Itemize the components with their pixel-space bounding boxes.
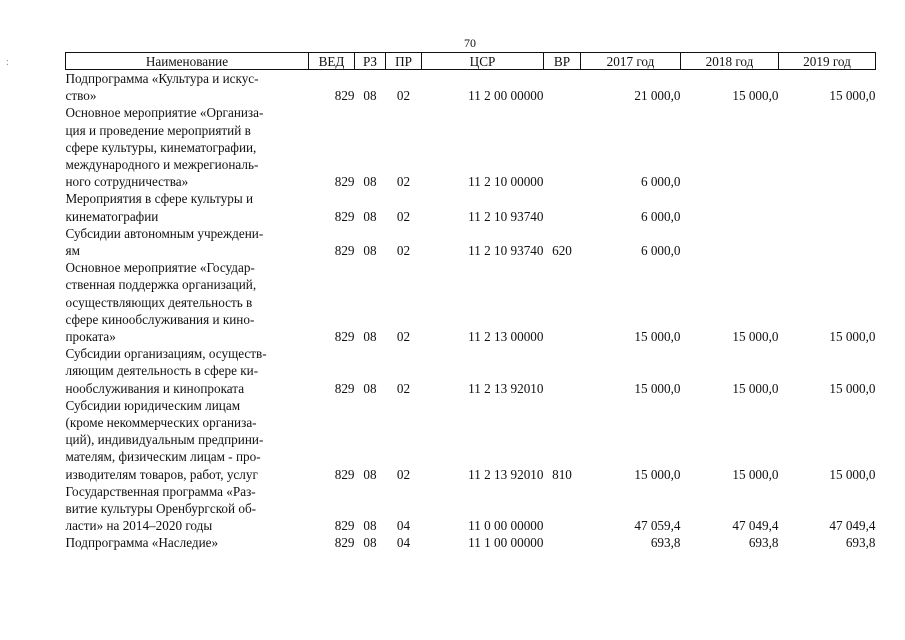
cell-rz: 08 xyxy=(363,466,377,482)
header-rz: РЗ xyxy=(355,53,386,70)
cell-csr: 11 0 00 00000 xyxy=(468,518,544,534)
cell-y2017: 693,8 xyxy=(650,535,681,551)
cell-rz: 08 xyxy=(363,329,377,345)
header-2018: 2018 год xyxy=(681,53,779,70)
table-row xyxy=(66,397,876,483)
row-name-line: кинематографии xyxy=(65,208,159,224)
cell-vr xyxy=(544,190,581,224)
cell-y2017: 47 059,4 xyxy=(634,518,681,534)
row-name-line: (кроме некоммерческих организа- xyxy=(65,415,257,431)
row-name-line: ство» xyxy=(65,88,97,104)
cell-rz: 08 xyxy=(363,518,377,534)
cell-y2018: 15 000,0 xyxy=(732,329,779,345)
cell-y2019 xyxy=(779,190,876,224)
row-name xyxy=(66,104,309,190)
table-row xyxy=(66,104,876,190)
budget-table xyxy=(65,52,876,552)
cell-ved: 829 xyxy=(334,208,355,224)
row-name-line: ственная поддержка организаций, xyxy=(65,277,257,293)
cell-y2018 xyxy=(681,104,779,190)
row-name-line: сфере культуры, кинематографии, xyxy=(65,139,257,155)
row-name-line: сфере кинообслуживания и кино- xyxy=(65,311,255,327)
cell-csr: 11 2 13 00000 xyxy=(468,329,544,345)
cell-pr: 04 xyxy=(396,518,411,534)
cell-ved: 829 xyxy=(334,518,355,534)
cell-pr: 02 xyxy=(396,174,411,190)
cell-y2019: 15 000,0 xyxy=(829,329,876,345)
cell-y2019 xyxy=(779,104,876,190)
page-number: 70 xyxy=(464,36,476,50)
cell-y2019: 47 049,4 xyxy=(829,518,876,534)
header-2017: 2017 год xyxy=(581,53,681,70)
row-name-line: Основное мероприятие «Организа- xyxy=(65,105,264,121)
row-name-line: ляющим деятельность в сфере ки- xyxy=(65,363,259,379)
cell-pr: 02 xyxy=(396,380,411,396)
cell-vr xyxy=(544,534,581,551)
cell-y2017: 6 000,0 xyxy=(640,208,681,224)
table-header-row xyxy=(66,53,876,70)
cell-y2018: 15 000,0 xyxy=(732,466,779,482)
row-name-line: изводителям товаров, работ, услуг xyxy=(65,466,258,482)
row-name-line: Мероприятия в сфере культуры и xyxy=(65,191,254,207)
header-ved: ВЕД xyxy=(309,53,355,70)
row-name-line: Подпрограмма «Наследие» xyxy=(65,535,219,551)
row-name xyxy=(66,190,309,224)
cell-y2017: 15 000,0 xyxy=(634,380,681,396)
cell-csr: 11 1 00 00000 xyxy=(468,535,544,551)
row-name-line: мателям, физическим лицам - про- xyxy=(65,449,261,465)
cell-y2017: 15 000,0 xyxy=(634,466,681,482)
row-name-line: Субсидии юридическим лицам xyxy=(65,397,241,413)
row-name-line: ного сотрудничества» xyxy=(65,174,189,190)
table-row xyxy=(66,190,876,224)
cell-ved: 829 xyxy=(334,466,355,482)
row-name xyxy=(66,259,309,345)
cell-pr: 02 xyxy=(396,208,411,224)
cell-y2017: 21 000,0 xyxy=(634,88,681,104)
cell-ved: 829 xyxy=(334,535,355,551)
table-row xyxy=(66,225,876,259)
cell-csr: 11 2 10 93740 xyxy=(468,208,544,224)
cell-ved: 829 xyxy=(334,174,355,190)
cell-y2017: 15 000,0 xyxy=(634,329,681,345)
cell-rz: 08 xyxy=(363,174,377,190)
cell-ved: 829 xyxy=(334,88,355,104)
table-row xyxy=(66,534,876,551)
row-name-line: ям xyxy=(65,243,80,259)
header-pr: ПР xyxy=(386,53,422,70)
row-name-line: Субсидии организациям, осуществ- xyxy=(65,346,267,362)
cell-pr: 04 xyxy=(396,535,411,551)
cell-y2018 xyxy=(681,225,779,259)
cell-vr: 810 xyxy=(552,466,572,482)
cell-pr: 02 xyxy=(396,243,411,259)
cell-csr: 11 2 10 00000 xyxy=(468,174,544,190)
row-name-line: витие культуры Оренбургской об- xyxy=(65,501,257,517)
row-name-line: ций), индивидуальным предприни- xyxy=(65,432,264,448)
row-name xyxy=(66,397,309,483)
cell-vr xyxy=(544,345,581,397)
cell-rz: 08 xyxy=(363,243,377,259)
cell-y2019 xyxy=(779,225,876,259)
cell-csr: 11 2 10 93740 xyxy=(468,243,544,259)
cell-pr: 02 xyxy=(396,329,411,345)
cell-vr: 620 xyxy=(552,243,572,259)
row-name-line: международного и межрегиональ- xyxy=(65,157,259,173)
row-name xyxy=(66,225,309,259)
cell-y2018 xyxy=(681,190,779,224)
cell-ved: 829 xyxy=(334,243,355,259)
cell-ved: 829 xyxy=(334,329,355,345)
cell-rz: 08 xyxy=(363,380,377,396)
cell-y2018: 47 049,4 xyxy=(732,518,779,534)
cell-csr: 11 2 13 92010 xyxy=(468,466,544,482)
row-name xyxy=(66,345,309,397)
cell-y2019: 15 000,0 xyxy=(829,466,876,482)
cell-vr xyxy=(544,483,581,535)
row-name-line: Субсидии автономным учреждени- xyxy=(65,225,264,241)
cell-vr xyxy=(544,104,581,190)
cell-rz: 08 xyxy=(363,88,377,104)
cell-vr xyxy=(544,259,581,345)
table-body xyxy=(66,70,876,552)
cell-pr: 02 xyxy=(396,88,411,104)
table-row xyxy=(66,70,876,105)
row-name-line: осуществляющих деятельность в xyxy=(65,294,253,310)
row-name-line: нообслуживания и кинопроката xyxy=(65,380,245,396)
row-name-line: Подпрограмма «Культура и искус- xyxy=(65,71,259,86)
row-name xyxy=(66,534,309,551)
row-name-line: ция и проведение мероприятий в xyxy=(65,122,251,138)
row-name xyxy=(66,483,309,535)
row-name-line: проката» xyxy=(65,329,116,345)
cell-y2019: 693,8 xyxy=(845,535,876,551)
row-name-line: Государственная программа «Раз- xyxy=(65,483,256,499)
header-csr: ЦСР xyxy=(422,53,544,70)
cell-y2019: 15 000,0 xyxy=(829,380,876,396)
table-row xyxy=(66,259,876,345)
cell-y2017: 6 000,0 xyxy=(640,174,681,190)
cell-csr: 11 2 13 92010 xyxy=(468,380,544,396)
table-row xyxy=(66,345,876,397)
cell-y2018: 15 000,0 xyxy=(732,88,779,104)
row-name xyxy=(66,70,309,105)
header-name: Наименование xyxy=(66,53,309,70)
row-name-line: Основное мероприятие «Государ- xyxy=(65,260,255,276)
cell-y2018: 693,8 xyxy=(748,535,779,551)
cell-y2017: 6 000,0 xyxy=(640,243,681,259)
margin-mark: : xyxy=(6,57,9,68)
cell-csr: 11 2 00 00000 xyxy=(468,88,544,104)
table-row xyxy=(66,483,876,535)
cell-vr xyxy=(544,70,581,105)
cell-y2019: 15 000,0 xyxy=(829,88,876,104)
cell-y2018: 15 000,0 xyxy=(732,380,779,396)
header-vr: ВР xyxy=(544,53,581,70)
cell-rz: 08 xyxy=(363,208,377,224)
cell-rz: 08 xyxy=(363,535,377,551)
cell-ved: 829 xyxy=(334,380,355,396)
row-name-line: ласти» на 2014–2020 годы xyxy=(65,518,213,534)
cell-pr: 02 xyxy=(396,466,411,482)
header-2019: 2019 год xyxy=(779,53,876,70)
